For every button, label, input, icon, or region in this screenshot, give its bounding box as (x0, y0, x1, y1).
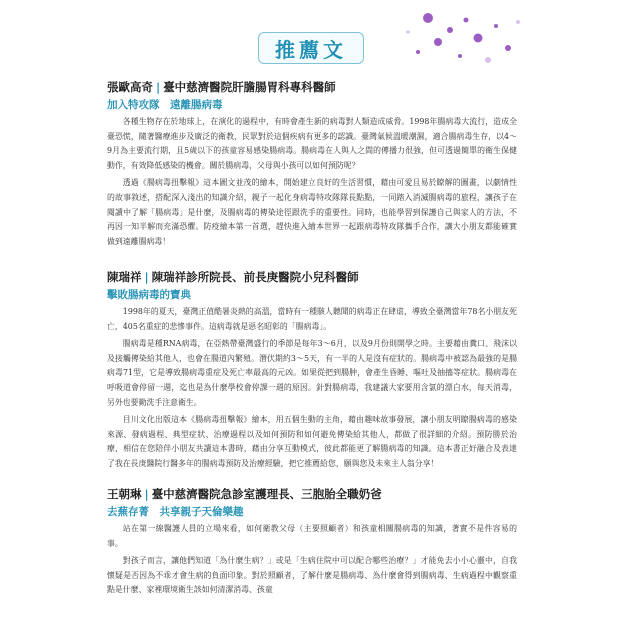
author-title: 臺中慈濟醫院急診室護理長、三胞胎全職奶爸 (151, 487, 382, 501)
author-title: 陳瑞祥診所院長、前長庚醫院小兒科醫師 (151, 270, 359, 284)
author-name: 王朝琳 (107, 487, 142, 501)
author-line (107, 487, 517, 501)
page-title-box (258, 32, 364, 64)
paragraph: 透過《腸病毒扭擊報》這本圖文並茂的繪本，開始建立良好的生活習慣，藉由可愛且易於瞭解的圖畫，以劇情性的故事敘述，搭配深入淺出的知識介紹，親子一起化身病毒特攻隊隊長點點，一同踏入消滅腸病毒的旅程，讓孩子在閱讀中了解「腸病毒」是什麼，及腸病毒的傳染途徑跟洗手的重要性。同時，也能學習到保護自己與家人的方法，不再因一知半解而充滿恐懼。防疫繪本第一首選，趕快進入繪本世界一起跟病毒特攻隊攜手合作，讓大小朋友都能確實做到遠離腸病毒！ (107, 178, 517, 246)
paragraph: 目川文化出版這本《腸病毒扭擊報》繪本，用五個生動的主角，藉由趣味故事發展，讓小朋友明瞭腸病毒的感染來源、發病過程、典型症狀、治療過程以及如何預防和如何避免傳染給其他人，都做了很詳細的介紹。預防勝於治療，相信在您陪伴小朋友共讀這本書時，藉由分享互動模式，彼此都能更了解腸病毒的知識。這本書正好融合及表達了我在長庚醫院行醫多年的腸病毒預防及治療經驗，把它推薦給您，願與您及未來主人翁分享！ (107, 415, 517, 468)
author-title: 臺中慈濟醫院肝膽腸胃科專科醫師 (163, 80, 336, 94)
paragraph: 站在第一線醫護人員的立場來看，如何衛教父母（主要照顧者）和孩童相關腸病毒的知識，著實不是件容易的事。 (107, 524, 517, 548)
recommendation-section-3 (107, 487, 517, 598)
separator-bar: | (144, 487, 149, 501)
paragraph: 腸病毒是種RNA病毒，在亞熱帶臺灣盛行的季節是每年3～6月，以及9月份則開學之時。主要藉由糞口、飛沫以及接觸傳染給其他人，也會在腸道內繁殖。潛伏期約3～5天，有一半的人是沒有症狀的。腸病毒中被認為最強的是腸病毒71型，它是導致腸病毒重症及死亡率最高的元凶。如果從把到腸肿，會產生昏睡、嘔吐及抽搐等症狀。腸病毒在呼吸道會停留一週，迄也是為什麼學校會停課一週的原因。針對腸病毒，我建議大家要用含氯的漂白水，每天消毒，另外也要勤洗手注意衛生。 (107, 339, 517, 407)
paragraph: 對孩子而言，讓他們知道「為什麼生病？」或是「生病住院中可以配合哪些治療？」才能免去小小心靈中，自我懷疑是否因為不乖才會生病的負面印象。對於照顧者，了解什麼是腸病毒、為什麼會得到腸病毒、生病過程中觀察重點是什麼、家裡環境衛生該如何清潔消毒、孩童 (107, 556, 517, 595)
author-name: 張歐高奇 (107, 80, 153, 94)
paragraph: 各種生物存在於地球上，在演化的過程中，有時會產生新的病毒對人類造成威脅。1998年腸病毒大流行，造成全臺恐慌，隨著醫療進步及廣泛的衛教，民眾對於這個疾病有更多的認識。臺灣氣候溫暖潮濕，適合腸病毒生存，以4～9月為主要流行期，且5歲以下的孩童容易感染腸病毒。腸病毒在人與人之間的傳播力很強，但可透過簡單的衛生保健動作，有效降低感染的機會。關於腸病毒，父母與小孩可以如何預防呢？ (107, 117, 517, 170)
section-subtitle: 擊敗腸病毒的寶典 (107, 289, 191, 301)
flower-decoration (400, 8, 530, 68)
separator-bar: | (156, 80, 161, 94)
section-subtitle: 去蕪存菁 共享親子天倫樂趣 (107, 506, 244, 518)
page-title: 推薦文 (275, 37, 347, 62)
author-line (107, 270, 517, 284)
recommendation-section-2 (107, 270, 517, 472)
paragraph: 1998年的夏天，臺灣正值酷暑炎熱的高溫，當時有一種駭人聽聞的病毒正在肆虐，導致全臺灣當年78名小朋友死亡，405名重症的悲慘事件。這病毒就是惡名昭彰的「腸病毒」。 (107, 307, 517, 331)
recommendation-section-1 (107, 80, 517, 249)
author-name: 陳瑞祥 (107, 270, 142, 284)
separator-bar: | (144, 270, 149, 284)
author-line (107, 80, 517, 94)
section-subtitle: 加入特攻隊 遠離腸病毒 (107, 99, 223, 111)
